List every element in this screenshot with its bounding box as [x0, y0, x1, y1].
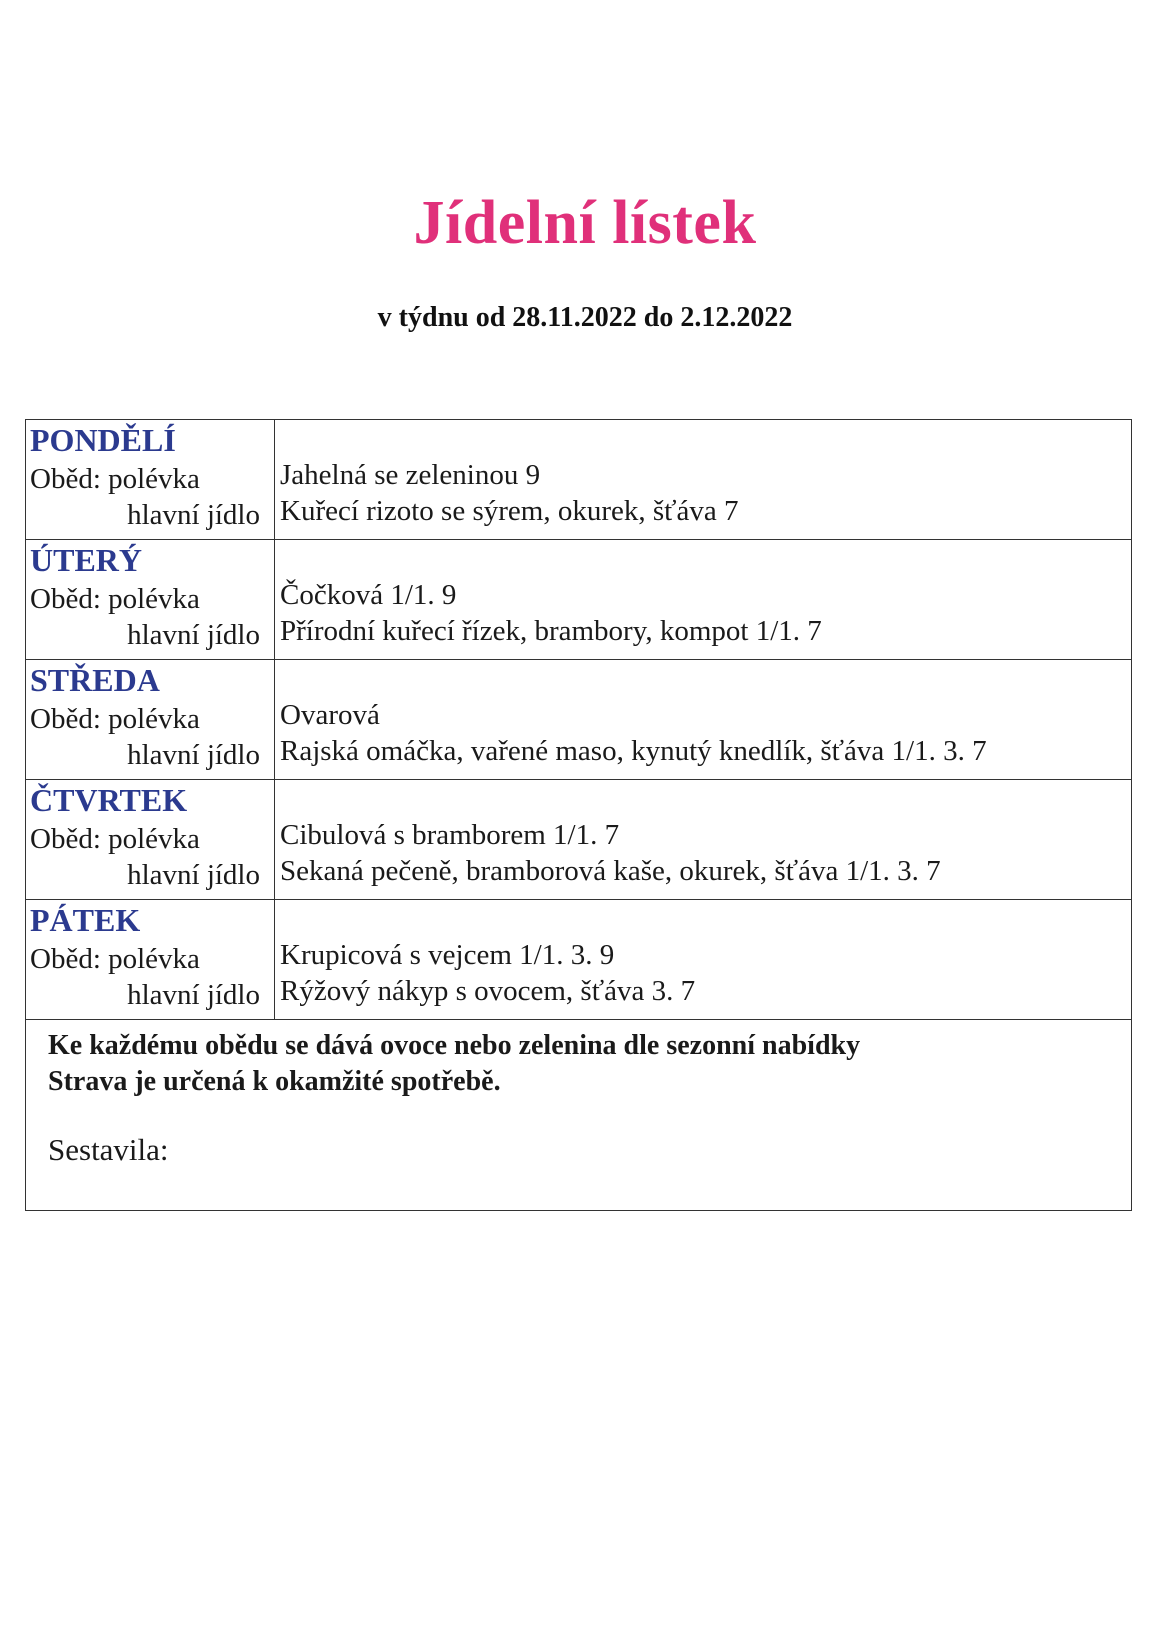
soup-label: Oběd: polévka — [30, 463, 200, 495]
main-dish: Kuřecí rizoto se sýrem, okurek, šťáva 7 — [280, 495, 739, 527]
main-dish-label: hlavní jídlo — [127, 979, 260, 1011]
soup-label: Oběd: polévka — [30, 583, 200, 615]
dish-cell — [275, 780, 1131, 899]
day-label-cell — [26, 420, 275, 539]
day-name: ČTVRTEK — [30, 782, 188, 818]
consumption-note: Strava je určená k okamžité spotřebě. — [48, 1066, 501, 1097]
main-dish: Přírodní kuřecí řízek, brambory, kompot 1/1. 7 — [280, 615, 822, 647]
day-row-tuesday — [26, 540, 1131, 660]
main-dish: Sekaná pečeně, bramborová kaše, okurek, šťáva 1/1. 3. 7 — [280, 855, 941, 887]
dish-cell — [275, 420, 1131, 539]
day-label-cell — [26, 540, 275, 659]
main-dish: Rajská omáčka, vařené maso, kynutý knedlík, šťáva 1/1. 3. 7 — [280, 735, 987, 767]
day-row-wednesday — [26, 660, 1131, 780]
day-row-thursday — [26, 780, 1131, 900]
footer-notes — [26, 1020, 1131, 1210]
day-name: ÚTERÝ — [30, 542, 143, 578]
soup-dish: Čočková 1/1. 9 — [280, 579, 457, 611]
main-dish-label: hlavní jídlo — [127, 499, 260, 531]
main-dish-label: hlavní jídlo — [127, 619, 260, 651]
dish-cell — [275, 540, 1131, 659]
day-row-friday — [26, 900, 1131, 1020]
soup-dish: Ovarová — [280, 699, 380, 731]
day-name: PÁTEK — [30, 902, 141, 938]
soup-label: Oběd: polévka — [30, 943, 200, 975]
main-dish-label: hlavní jídlo — [127, 859, 260, 891]
main-dish-label: hlavní jídlo — [127, 739, 260, 771]
soup-label: Oběd: polévka — [30, 703, 200, 735]
day-label-cell — [26, 780, 275, 899]
day-label-cell — [26, 660, 275, 779]
menu-table — [25, 419, 1132, 1211]
day-name: STŘEDA — [30, 662, 160, 698]
dish-cell — [275, 900, 1131, 1019]
soup-label: Oběd: polévka — [30, 823, 200, 855]
day-row-monday — [26, 420, 1131, 540]
page-title: Jídelní lístek — [413, 189, 757, 257]
signature-label: Sestavila: — [48, 1132, 169, 1167]
fruit-note: Ke každému obědu se dává ovoce nebo zelenina dle sezonní nabídky — [48, 1030, 861, 1061]
soup-dish: Krupicová s vejcem 1/1. 3. 9 — [280, 939, 615, 971]
soup-dish: Cibulová s bramborem 1/1. 7 — [280, 819, 620, 851]
day-name: PONDĚLÍ — [30, 422, 176, 458]
day-label-cell — [26, 900, 275, 1019]
soup-dish: Jahelná se zeleninou 9 — [280, 459, 541, 491]
week-range: v týdnu od 28.11.2022 do 2.12.2022 — [377, 302, 793, 333]
main-dish: Rýžový nákyp s ovocem, šťáva 3. 7 — [280, 975, 696, 1007]
dish-cell — [275, 660, 1131, 779]
